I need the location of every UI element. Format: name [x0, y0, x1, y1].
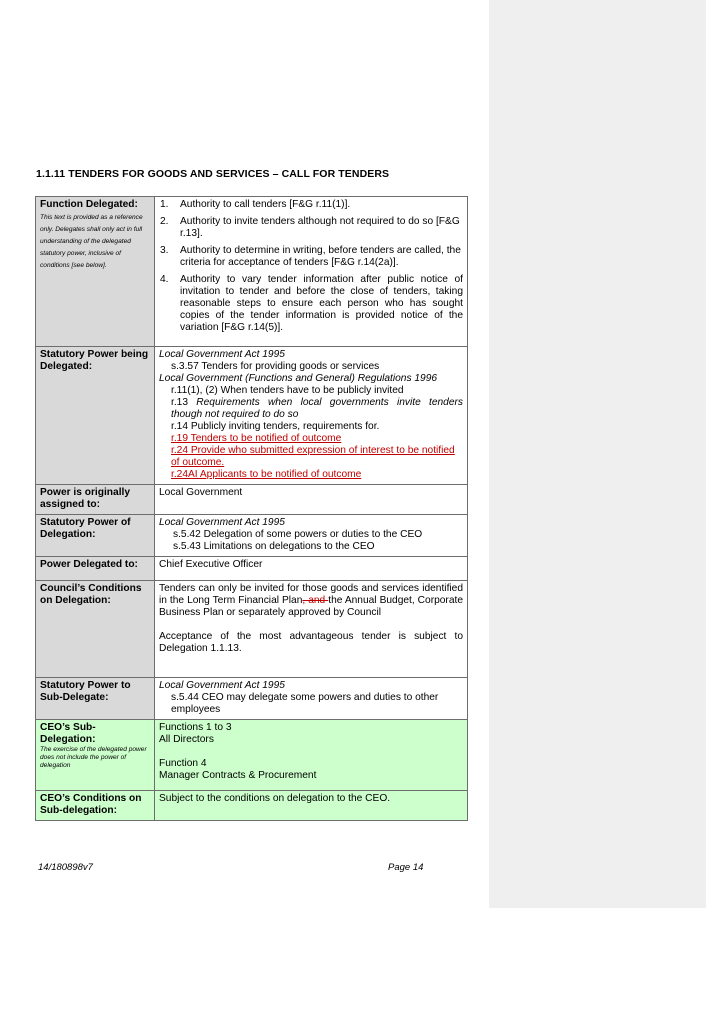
- function-group-title: Functions 1 to 3: [159, 722, 232, 733]
- sub-delegate-power-label: Statutory Power to Sub-Delegate:: [36, 678, 155, 720]
- delegated-to-label: Power Delegated to:: [36, 557, 155, 581]
- section-heading: 1.1.11 TENDERS FOR GOODS AND SERVICES – CALL FOR TENDERS: [36, 168, 390, 180]
- value-cell: [155, 678, 468, 720]
- value-cell: [155, 720, 468, 791]
- delegation-table: [35, 196, 468, 821]
- value-cell: [155, 581, 468, 678]
- regulation-ref: r.11(1), (2) When tenders have to be publicly invited: [171, 385, 404, 396]
- authority-list: [159, 199, 463, 334]
- function-delegated-label: Function Delegated:: [40, 199, 138, 210]
- table-row: [36, 581, 468, 678]
- list-item: 4. Authority to vary tender information after public notice of invitation to tender and before the close of tenders, taking reasonable steps to ensure each person who has sought copies of the tender information is provided notice of the variation [F&G r.14(5)].: [160, 274, 463, 333]
- inserted-regulation-ref: r.19 Tenders to be notified of outcome: [171, 433, 342, 444]
- list-item: 2. Authority to invite tenders although not required to do so [F&G r.13].: [160, 216, 460, 239]
- inserted-regulation-ref: r.24AI Applicants to be notified of outcome: [171, 469, 362, 480]
- label-cell: [36, 197, 155, 347]
- section-ref: s.3.57 Tenders for providing goods or services: [171, 361, 380, 372]
- document-reference: 14/180898v7: [38, 862, 93, 873]
- regulation-ref: r.13 Requirements when local governments invite tenders though not required to do so: [171, 397, 463, 420]
- ceo-conditions-value: Subject to the conditions on delegation to the CEO.: [155, 791, 468, 821]
- inserted-regulation-ref: r.24 Provide who submitted expression of interest to be notified of outcome.: [171, 445, 455, 468]
- power-of-delegation-label: Statutory Power of Delegation:: [36, 515, 155, 557]
- function-group-title: Function 4: [159, 758, 207, 769]
- value-cell: [155, 197, 468, 347]
- section-ref: s.5.44 CEO may delegate some powers and duties to other employees: [171, 692, 439, 715]
- ceo-sub-delegation-label: CEO’s Sub-Delegation:: [40, 722, 96, 745]
- act-name: Local Government Act 1995: [159, 680, 285, 691]
- value-cell: [155, 515, 468, 557]
- section-ref: s.5.42 Delegation of some powers or duties to the CEO: [173, 529, 423, 540]
- table-row: [36, 347, 468, 485]
- condition-paragraph: Acceptance of the most advantageous tender is subject to Delegation 1.1.13.: [159, 631, 463, 654]
- function-group-delegate: Manager Contracts & Procurement: [159, 770, 317, 781]
- table-row: [36, 720, 468, 791]
- statutory-power-label: Statutory Power being Delegated:: [36, 347, 155, 485]
- sub-delegation-note: The exercise of the delegated power does not include the power of delegation: [40, 746, 147, 769]
- list-item: 3. Authority to determine in writing, before tenders are called, the criteria for acceptance of tenders [F&G r.14(2a)].: [160, 245, 461, 268]
- section-ref: s.5.43 Limitations on delegations to the CEO: [173, 541, 375, 552]
- table-row: [36, 791, 468, 821]
- list-item: 1. Authority to call tenders [F&G r.11(1)].: [160, 199, 351, 210]
- condition-paragraph: Tenders can only be invited for those goods and services identified in the Long Term Financial Plan, and the Annual Budget, Corporate Business Plan or separately approved by Council: [159, 583, 463, 618]
- delegated-to-value: Chief Executive Officer: [155, 557, 468, 581]
- reference-note: This text is provided as a reference only. Delegates shall only act in full understanding of the delegated statutory power, inclusive of conditions [see below].: [40, 214, 143, 269]
- power-assigned-value: Local Government: [155, 485, 468, 515]
- regulations-name: Local Government (Functions and General) Regulations 1996: [159, 373, 438, 384]
- page-number: Page 14: [388, 862, 424, 873]
- councils-conditions-label: Council’s Conditions on Delegation:: [36, 581, 155, 678]
- function-group-delegate: All Directors: [159, 734, 214, 745]
- value-cell: [155, 347, 468, 485]
- table-row: [36, 485, 468, 515]
- power-assigned-label: Power is originally assigned to:: [36, 485, 155, 515]
- act-name: Local Government Act 1995: [159, 349, 285, 360]
- table-row: [36, 197, 468, 347]
- act-name: Local Government Act 1995: [159, 517, 285, 528]
- ceo-conditions-label: CEO’s Conditions on Sub-delegation:: [36, 791, 155, 821]
- comment-pane: [489, 0, 706, 908]
- label-cell: [36, 720, 155, 791]
- table-row: [36, 515, 468, 557]
- table-row: [36, 678, 468, 720]
- table-row: [36, 557, 468, 581]
- regulation-ref: r.14 Publicly inviting tenders, requirements for.: [171, 421, 380, 432]
